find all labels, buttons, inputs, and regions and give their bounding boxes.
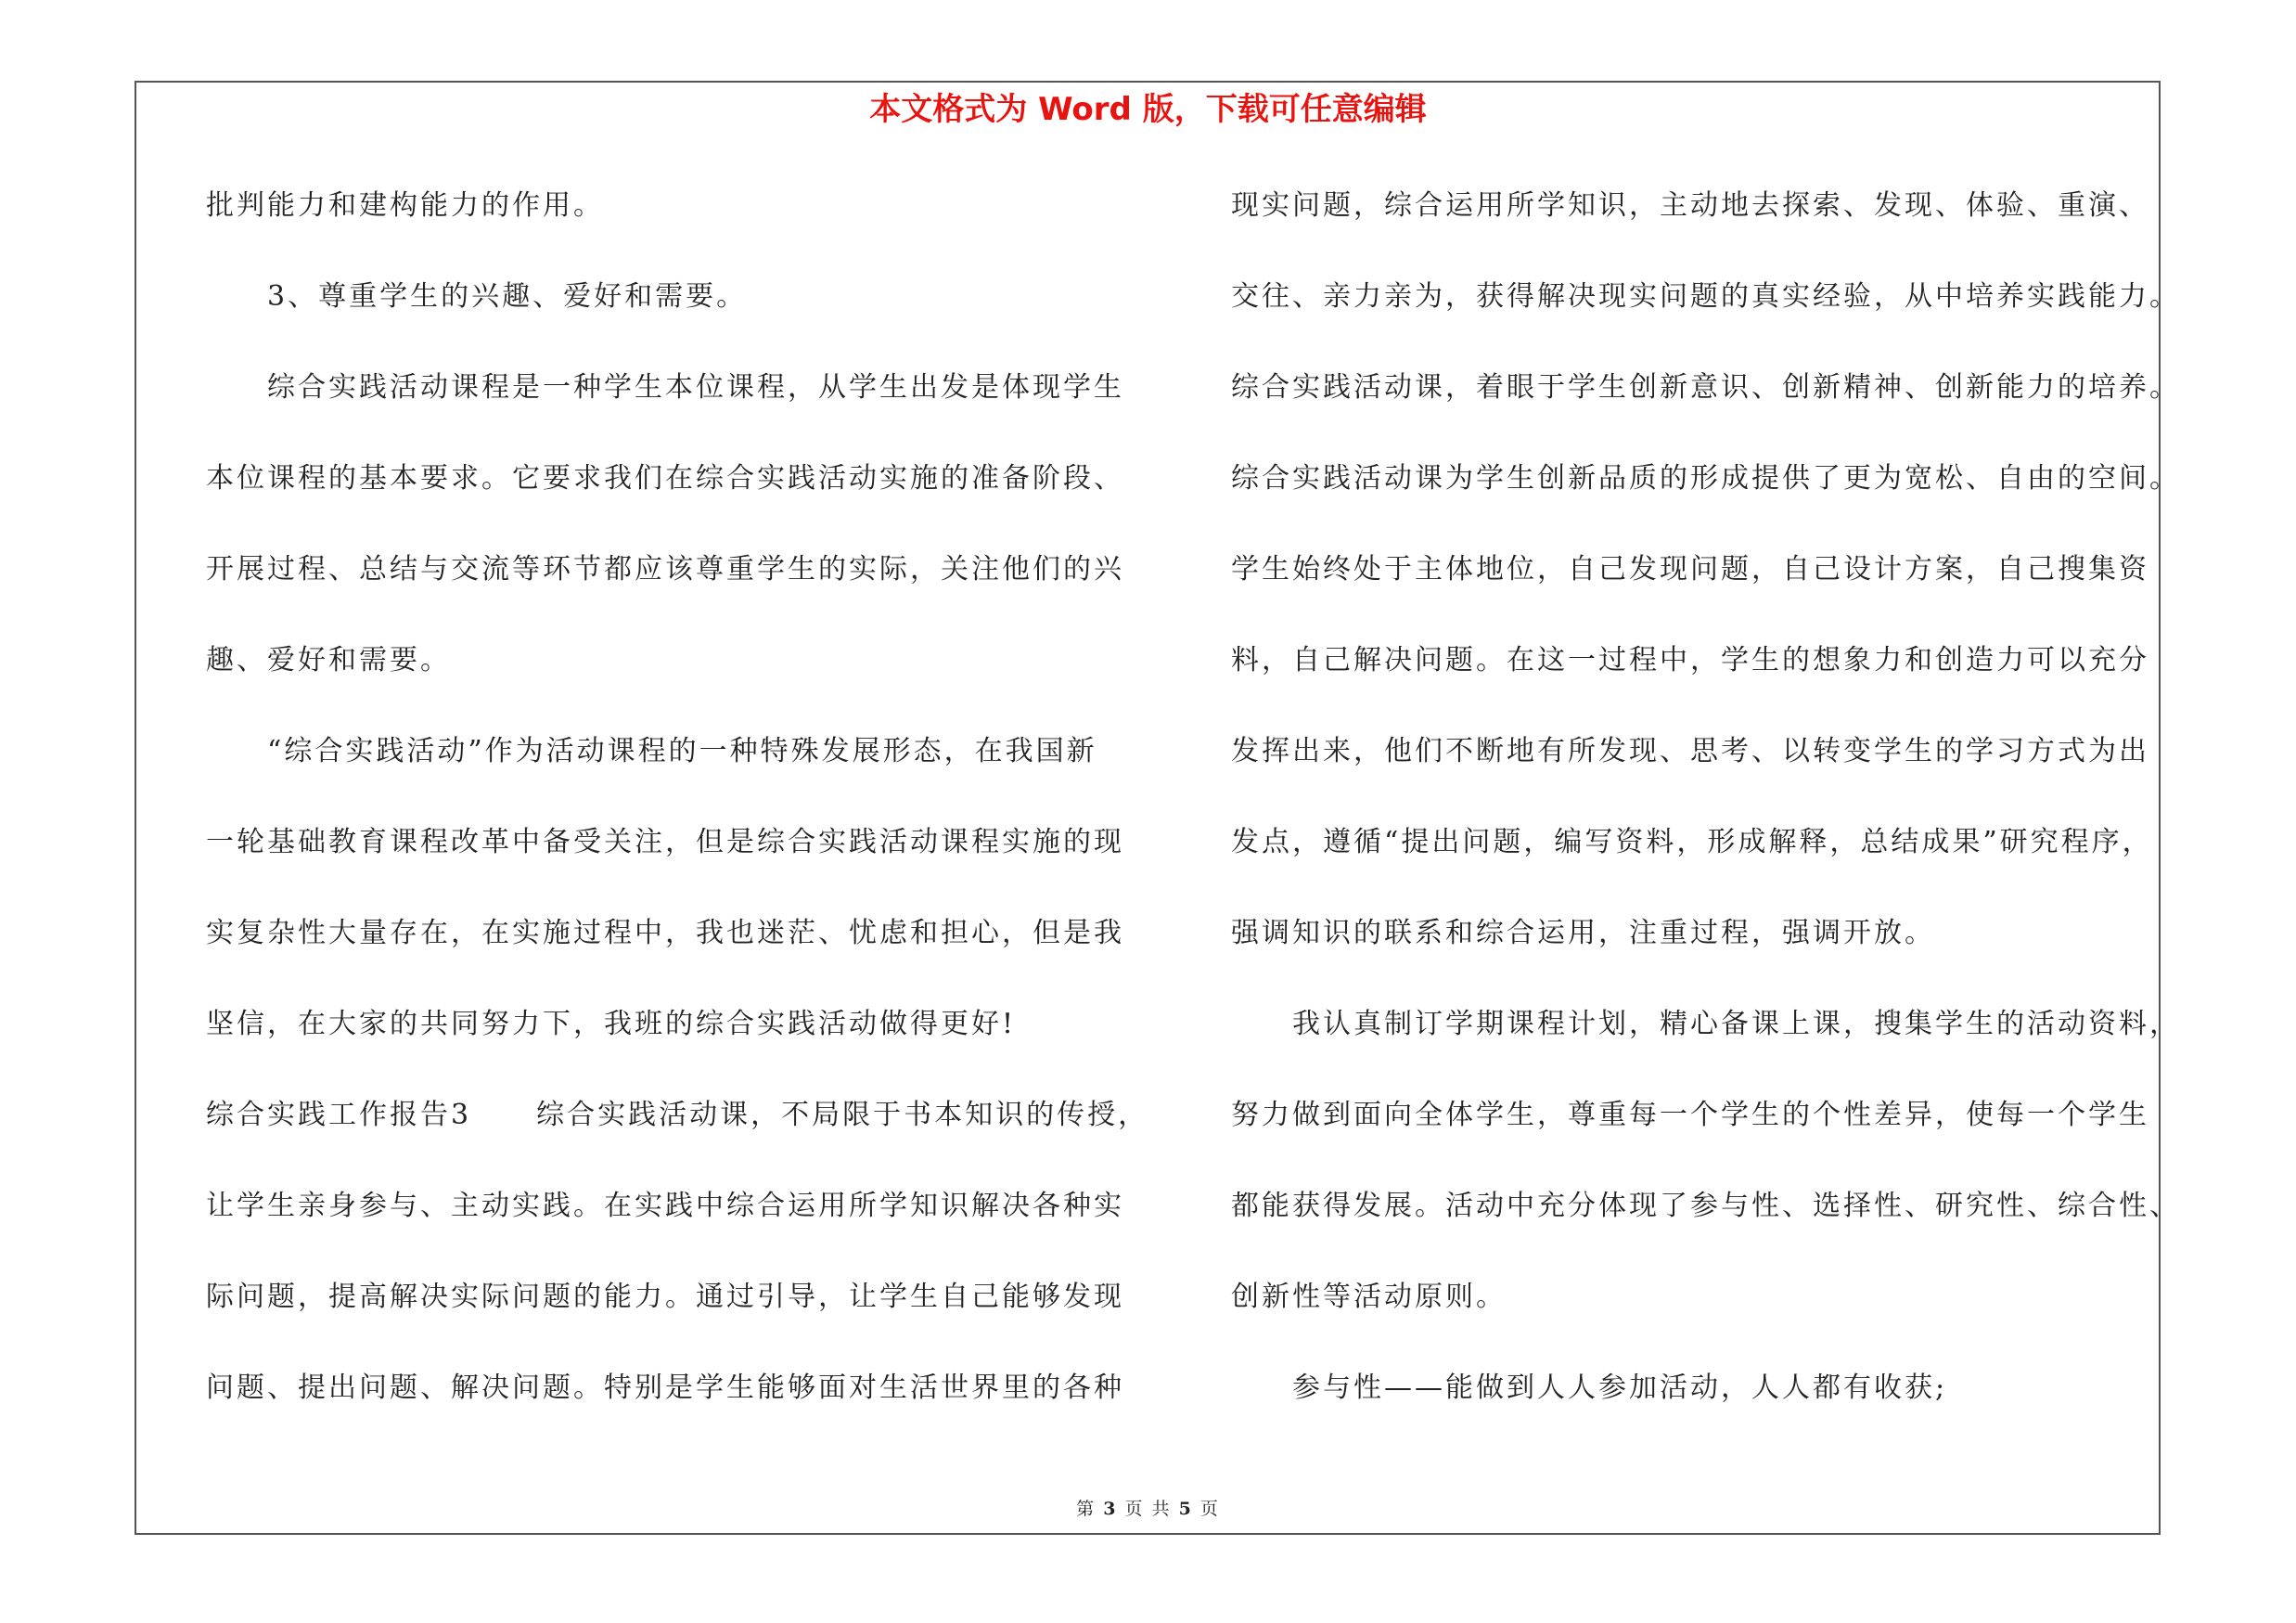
- text-line: 料，自己解决问题。在这一过程中，学生的想象力和创造力可以充分: [1231, 644, 2149, 676]
- left-text-column: [206, 183, 1149, 1456]
- footer-middle: 页 共: [1124, 1499, 1172, 1519]
- text-line: 现实问题，综合运用所学知识，主动地去探索、发现、体验、重演、: [1231, 189, 2149, 222]
- text-line: [206, 1092, 1149, 1138]
- text-line: 交往、亲力亲为，获得解决现实问题的真实经验，从中培养实践能力。: [1231, 280, 2180, 313]
- text-line: 趣、爱好和需要。: [206, 644, 451, 676]
- total-page-number: 5: [1178, 1499, 1193, 1519]
- word-format-banner: 本文格式为 Word 版，下载可任意编辑: [869, 91, 1427, 128]
- text-line: 努力做到面向全体学生，尊重每一个学生的个性差异，使每一个学生: [1231, 1099, 2149, 1131]
- text-line: 发挥出来，他们不断地有所发现、思考、以转变学生的学习方式为出: [1231, 735, 2149, 767]
- text-line: 强调知识的联系和综合运用，注重过程，强调开放。: [1231, 917, 1935, 949]
- current-page-number: 3: [1103, 1499, 1118, 1519]
- text-line: 综合实践活动课为学生创新品质的形成提供了更为宽松、自由的空间。: [1231, 462, 2180, 495]
- report-heading: 综合实践工作报告3: [206, 1099, 472, 1131]
- text-line: 实复杂性大量存在，在实施过程中，我也迷茫、忧虑和担心，但是我: [206, 917, 1124, 949]
- text-line: 问题、提出问题、解决问题。特别是学生能够面对生活世界里的各种: [206, 1372, 1124, 1404]
- text-line: 都能获得发展。活动中充分体现了参与性、选择性、研究性、综合性、: [1231, 1190, 2180, 1222]
- text-line: 学生始终处于主体地位，自己发现问题，自己设计方案，自己搜集资: [1231, 553, 2149, 586]
- text-line: 创新性等活动原则。: [1231, 1281, 1507, 1313]
- text-line: 我认真制订学期课程计划，精心备课上课，搜集学生的活动资料，: [1292, 1008, 2180, 1040]
- text-line: 一轮基础教育课程改革中备受关注，但是综合实践活动课程实施的现: [206, 826, 1124, 858]
- right-text-column: [1231, 183, 2180, 1456]
- text-line-content: 综合实践活动课，不局限于书本知识的传授，: [536, 1099, 1149, 1131]
- text-line: 际问题，提高解决实际问题的能力。通过引导，让学生自己能够发现: [206, 1281, 1124, 1313]
- section-heading: 3、尊重学生的兴趣、爱好和需要。: [267, 280, 748, 313]
- text-line: 本位课程的基本要求。它要求我们在综合实践活动实施的准备阶段、: [206, 462, 1124, 495]
- footer-prefix: 第: [1076, 1499, 1097, 1519]
- text-line: 开展过程、总结与交流等环节都应该尊重学生的实际，关注他们的兴: [206, 553, 1124, 586]
- page-number-footer: [0, 1498, 2296, 1520]
- footer-suffix: 页: [1199, 1499, 1220, 1519]
- text-line: 综合实践活动课程是一种学生本位课程，从学生出发是体现学生: [267, 371, 1124, 404]
- text-line: 批判能力和建构能力的作用。: [206, 189, 604, 222]
- text-line: 参与性——能做到人人参加活动，人人都有收获;: [1292, 1372, 1948, 1404]
- text-line: “综合实践活动”作为活动课程的一种特殊发展形态，在我国新: [267, 735, 1097, 767]
- text-line: 坚信，在大家的共同努力下，我班的综合实践活动做得更好!: [206, 1008, 1017, 1040]
- text-line: 让学生亲身参与、主动实践。在实践中综合运用所学知识解决各种实: [206, 1190, 1124, 1222]
- text-line: 综合实践活动课，着眼于学生创新意识、创新精神、创新能力的培养。: [1231, 371, 2180, 404]
- text-line: 发点，遵循“提出问题，编写资料，形成解释，总结成果”研究程序，: [1231, 826, 2153, 858]
